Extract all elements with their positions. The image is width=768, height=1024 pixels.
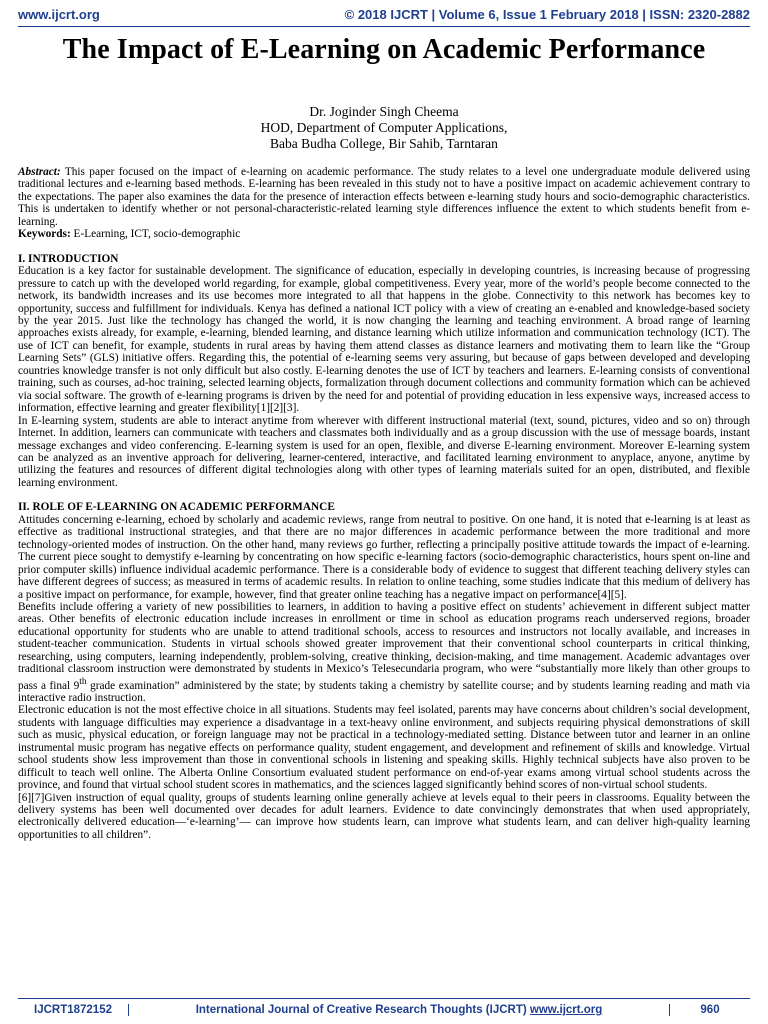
author-block — [0, 104, 768, 152]
page-number: 960 — [669, 1004, 750, 1016]
keywords-text: E-Learning, ICT, socio-demographic — [70, 228, 241, 241]
role-paragraph-1: Attitudes concerning e-learning, echoed by scholarly and academic reviews, range from neutral to positive. On one hand, it is noted that e-learning is at least as effective as traditional instructional strategies, and that there are no major differences in academic performance between the more traditional and more technology-oriented modes of instruction. On the other hand, many reviews go further, reflecting a principally positive attitude towards the impact of e-learning. The current piece sought to demystify e-learning by concentrating on how specific e-learning factors (socio-demographic characteristics, hours spent on-line and prior computer skills) influence individual academic performance. There is a considerable body of evidence to suggest that different teaching delivery styles can have different degrees of success; as measured in terms of academic results. In relation to online teaching, some studies indicate that this medium of delivery has a positive impact on performance, for example, however, find that greater online teaching has a negative impact on performance[4][5]. — [18, 513, 750, 601]
paper-title: The Impact of E-Learning on Academic Performance — [62, 34, 706, 65]
role-paragraph-2-text: Benefits include offering a variety of new possibilities to learners, in addition to having a positive effect on students’ achievement in different subject matter areas. Other benefits of electronic education include increases in enrollment or time in school as education programs reach underserved regions, broader educational opportunity for students who are unable to attend traditional schools, access to resources and instructors not locally available, and increases in student-teacher communication. Students in virtual schools showed greater improvement that their conventional school counterparts in critical thinking, researching, using computers, learning independently, problem-solving, creative thinking, decision-making, and time management. Academic advantages over traditional classroom instruction were demonstrated by students in Mexico’s Telesecundaria program, who were “substantially more likely than other groups to pass a final 9 — [18, 600, 750, 692]
journal-link[interactable]: www.ijcrt.org — [529, 1004, 603, 1016]
abstract-text: This paper focused on the impact of e-learning on academic performance. The study relates to a level one undergraduate module delivered using traditional lectures and e-learning based methods. E-learning has been revealed in this study not to have a positive impact on academic achievement contrary to the expectations. The paper also examines the data for the presence of interaction effects between e-learning study hours and socio-demographic characteristics. This is undertaken to identify whether or not personal-characteristic-related learning style differences influence the extent to which students benefit from e-learning. — [18, 166, 750, 228]
author-name: Dr. Joginder Singh Cheema — [309, 104, 459, 119]
issue-citation: © 2018 IJCRT | Volume 6, Issue 1 February 2018 | ISSN: 2320-2882 — [344, 6, 750, 22]
journal-name — [129, 1004, 669, 1016]
section-heading-introduction: I. INTRODUCTION — [18, 252, 119, 265]
author-college: Baba Budha College, Bir Sahib, Tarntaran — [270, 136, 498, 151]
role-paragraph-2 — [18, 601, 750, 704]
role-paragraph-3: Electronic education is not the most effective choice in all situations. Students may feel isolated, parents may have concerns about children’s social development, students with language difficulties may experience a disadvantage in a text-heavy online environment, and subjects requiring physical demonstrations of skill such as music, physical education, or foreign language may not be practical in a technology-mediated setting. Distance between tutor and learner in an online instrumental music program has negative effects on performance quality, student engagement, and development and refinement of skills and knowledge. Virtual school students show less improvement than those in conventional schools in listening and speaking skills. Highly technical subjects have also proven to be difficult to teach well online. The Alberta Online Consortium evaluated student performance on end-of-year exams among virtual school students across the province, and found that virtual school student scores in mathematics, and the sciences lagged significantly behind scores of non-virtual school students. — [18, 704, 750, 792]
keywords-paragraph — [18, 228, 750, 240]
abstract-paragraph — [18, 166, 750, 228]
journal-title: International Journal of Creative Research Thoughts (IJCRT) — [195, 1004, 530, 1016]
abstract-label: Abstract: — [18, 166, 61, 178]
paper-body — [18, 166, 750, 841]
paper-id: IJCRT1872152 — [18, 1004, 129, 1016]
keywords-label: Keywords: — [18, 228, 71, 241]
author-position: HOD, Department of Computer Applications, — [260, 120, 508, 135]
running-header — [18, 4, 750, 24]
header-divider — [18, 26, 750, 27]
intro-paragraph-1: Education is a key factor for sustainable development. The significance of education, especially in developing countries, is increasing because of progressing pressure to catch up with the developed world regarding, for example, global competitiveness. Every year, more of the world’s people become connected to the network, its bandwidth increases and its use becomes more integrated to all that happens in the globe. Connectivity to this network has becomes key to opportunity, success and fulfillment for individuals. Kenya has defined a national ICT policy with a view of creating an e-enabled and knowledge-based society by the year 2015. Just like the technology has changed the world, it is now changing the learning and teaching environment. A broad range of learning approaches exists already, for example, e-learning, blended learning, and distance learning which utilize information and communication technology (ICT). The use of ICT can benefit, for example, students in rural areas by having them attend classes as distance learners and motivating them to learn like the “Group Learning Sets” (GLS) initiative offers. Regarding this, the potential of e-learning seems very assuring, but because of gaps between developed and developing countries knowledge transfer is not only difficult but also costly. E-learning denotes the use of ICT by teachers and learners. E-learning consists of conventional training, such as courses, ad-hoc training, selected learning objects, formalization through document collections and community formation which can be achieved via social software. The growth of e-learning programs is driven by the need for and potential of providing education in less expensive ways, increased access to information, effective learning and greater flexibility[1][2][3]. — [18, 265, 750, 415]
role-paragraph-4: [6][7]Given instruction of equal quality, groups of students learning online generally achieve at levels equal to their peers in classrooms. Equality between the delivery systems has been well documented over decades for adult learners. Evidence to date convincingly demonstrates that when used appropriately, electronically delivered education—‘e-learning’— can improve how students learn, can improve what students learn, and can deliver high-quality learning opportunities to all children”. — [18, 791, 750, 841]
section-heading-role: II. ROLE OF E-LEARNING ON ACADEMIC PERFORMANCE — [18, 501, 335, 514]
intro-paragraph-2: In E-learning system, students are able to interact anytime from wherever with different instructional material (text, sound, pictures, video and so on) through Internet. In addition, learners can communicate with teachers and classmates both individually and as a group discussion with the use of message boards, instant message exchanges and video conferencing. E-learning system is used for an open, flexible, and diverse E-learning environment. Moreover E-learning system can be analyzed as an inventive approach for delivering, learner-centered, interactive, and facilitated learning environment to anyplace, anyone, anytime by utilizing the features and resources of different digital technologies along with other types of learning materials suited for an open, distributed, and flexible learning environment. — [18, 414, 750, 489]
site-link[interactable]: www.ijcrt.org — [18, 6, 100, 22]
footer-divider — [18, 998, 750, 999]
role-paragraph-2-tail: grade examination” administered by the state; by students taking a chemistry by satellite course; and by students learning reading and math via interactive radio instruction. — [18, 679, 751, 704]
running-footer — [18, 1000, 750, 1020]
ordinal-superscript: th — [79, 676, 87, 687]
